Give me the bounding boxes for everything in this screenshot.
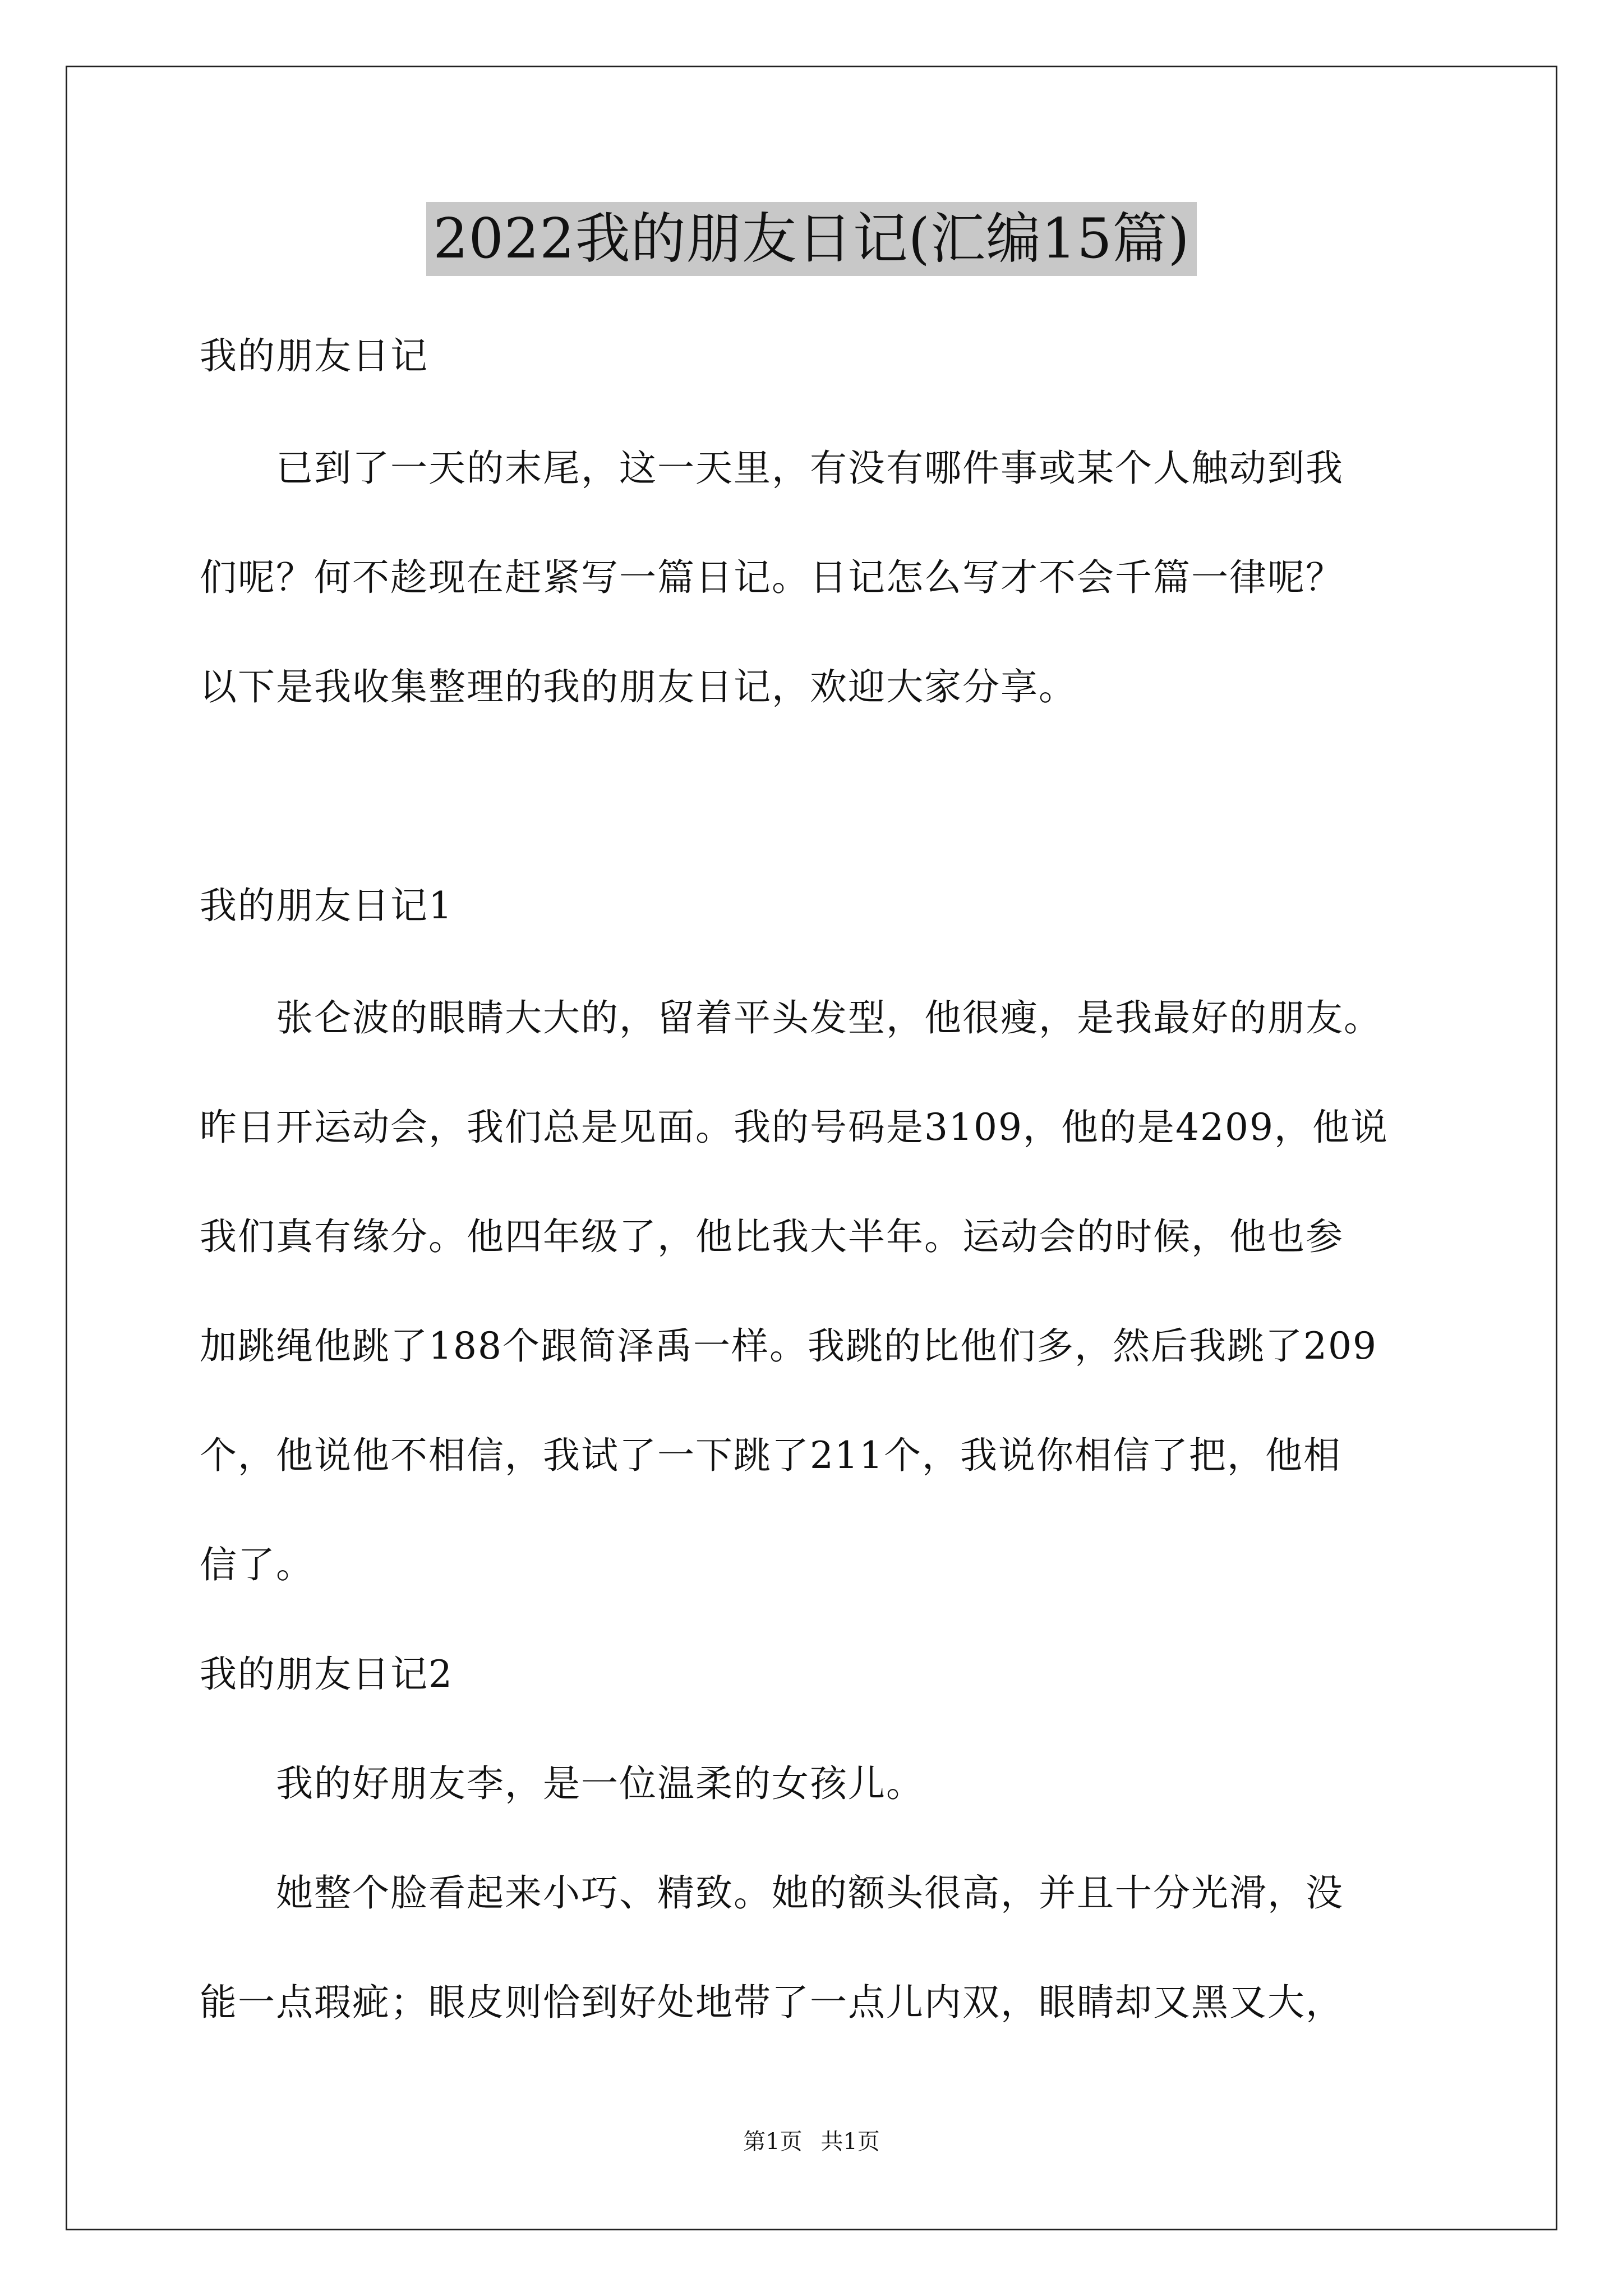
title-wrapper <box>0 202 1623 276</box>
body-line: 们呢？何不趁现在赶紧写一篇日记。日记怎么写才不会千篇一律呢？ <box>200 556 1344 599</box>
body-line: 昨日开运动会，我们总是见面。我的号码是3109，他的是4209，他说 <box>200 1106 1389 1149</box>
body-line: 她整个脸看起来小巧、精致。她的额头很高，并且十分光滑，没 <box>200 1871 1344 1915</box>
section-heading: 我的朋友日记 <box>200 334 428 378</box>
body-line: 我们真有缘分。他四年级了，他比我大半年。运动会的时候，他也参 <box>200 1215 1344 1258</box>
body-line: 个，他说他不相信，我试了一下跳了211个，我说你相信了把，他相 <box>200 1434 1341 1477</box>
page-total: 共1页 <box>820 2129 880 2155</box>
page-footer <box>0 2126 1623 2157</box>
body-line: 能一点瑕疵；眼皮则恰到好处地带了一点儿内双，眼睛却又黑又大， <box>200 1981 1344 2024</box>
document-title: 2022我的朋友日记(汇编15篇) <box>426 202 1197 276</box>
body-line: 已到了一天的末尾，这一天里，有没有哪件事或某个人触动到我 <box>200 447 1344 490</box>
page-number: 第1页 <box>743 2129 803 2155</box>
body-line: 信了。 <box>200 1543 314 1586</box>
section-heading: 我的朋友日记2 <box>200 1653 453 1696</box>
body-line: 张仑波的眼睛大大的，留着平头发型，他很瘦，是我最好的朋友。 <box>200 996 1382 1039</box>
body-line: 加跳绳他跳了188个跟简泽禹一样。我跳的比他们多，然后我跳了209 <box>200 1324 1377 1368</box>
body-line: 我的好朋友李，是一位温柔的女孩儿。 <box>200 1762 924 1805</box>
section-heading: 我的朋友日记1 <box>200 884 453 927</box>
body-line: 以下是我收集整理的我的朋友日记，欢迎大家分享。 <box>200 665 1077 708</box>
